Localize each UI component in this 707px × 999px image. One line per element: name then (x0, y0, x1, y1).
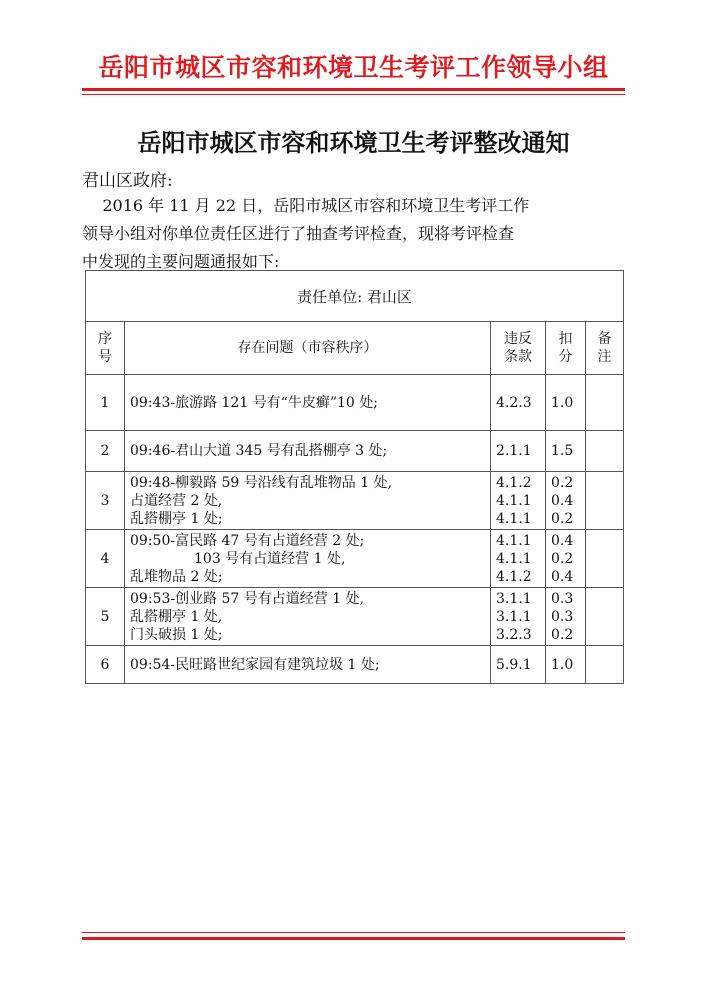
row-seq: 2 (86, 431, 125, 472)
header-clause: 违反 条款 (491, 322, 546, 375)
row-note (586, 431, 624, 472)
table-row (86, 530, 624, 588)
body-line: 2016 年 11 月 22 日，岳阳市城区市容和环境卫生考评工作 (82, 196, 530, 215)
row-clause: 3.1.1 3.1.1 3.2.3 (491, 588, 546, 646)
row-clause: 4.2.3 (491, 375, 546, 431)
addressee: 君山区政府: (82, 171, 173, 191)
row-deduct: 1.0 (546, 375, 586, 431)
row-clause: 4.1.1 4.1.1 4.1.2 (491, 530, 546, 588)
header-issue: 存在问题（市容秩序） (125, 322, 491, 375)
row-note (586, 530, 624, 588)
header-deduct: 扣 分 (546, 322, 586, 375)
row-seq: 4 (86, 530, 125, 588)
inspection-table (85, 270, 624, 684)
row-issue: 09:50-富民路 47 号有占道经营 2 处; 103 号有占道经营 1 处, 乱堆物品 2 处; (125, 530, 491, 588)
row-note (586, 472, 624, 530)
row-seq: 3 (86, 472, 125, 530)
row-seq: 6 (86, 646, 125, 684)
letterhead-title: 岳阳市城区市容和环境卫生考评工作领导小组 (98, 53, 609, 82)
letterhead-rule-top (82, 88, 625, 91)
row-note (586, 646, 624, 684)
letterhead-rule-bottom (82, 94, 625, 95)
row-issue: 09:43-旅游路 121 号有“牛皮癣”10 处; (125, 375, 491, 431)
footer-rule-bottom (82, 937, 625, 940)
row-issue: 09:48-柳毅路 59 号沿线有乱堆物品 1 处, 占道经营 2 处, 乱搭棚亭 1 处; (125, 472, 491, 530)
row-deduct: 1.5 (546, 431, 586, 472)
row-deduct: 0.4 0.2 0.4 (546, 530, 586, 588)
row-issue: 09:53-创业路 57 号有占道经营 1 处, 乱搭棚亭 1 处, 门头破损 1 处; (125, 588, 491, 646)
row-seq: 1 (86, 375, 125, 431)
row-clause: 5.9.1 (491, 646, 546, 684)
row-deduct: 1.0 (546, 646, 586, 684)
row-note (586, 375, 624, 431)
row-note (586, 588, 624, 646)
body-line: 中发现的主要问题通报如下: (82, 252, 280, 271)
row-issue: 09:46-君山大道 345 号有乱搭棚亭 3 处; (125, 431, 491, 472)
row-clause: 4.1.2 4.1.1 4.1.1 (491, 472, 546, 530)
table-header-row (86, 322, 624, 375)
table-row (86, 646, 624, 684)
table-row (86, 375, 624, 431)
header-note: 备 注 (586, 322, 624, 375)
row-issue: 09:54-民旺路世纪家园有建筑垃圾 1 处; (125, 646, 491, 684)
body-line: 领导小组对你单位责任区进行了抽查考评检查，现将考评检查 (82, 224, 515, 243)
row-deduct: 0.3 0.3 0.2 (546, 588, 586, 646)
row-seq: 5 (86, 588, 125, 646)
responsible-unit: 责任单位: 君山区 (86, 271, 624, 322)
notice-title: 岳阳市城区市容和环境卫生考评整改通知 (137, 128, 570, 157)
body-paragraph (82, 192, 627, 276)
header-seq: 序 号 (86, 322, 125, 375)
table-row (86, 472, 624, 530)
unit-row (86, 271, 624, 322)
footer-rule-top (82, 932, 625, 933)
row-clause: 2.1.1 (491, 431, 546, 472)
row-deduct: 0.2 0.4 0.2 (546, 472, 586, 530)
table-row (86, 431, 624, 472)
table-row (86, 588, 624, 646)
